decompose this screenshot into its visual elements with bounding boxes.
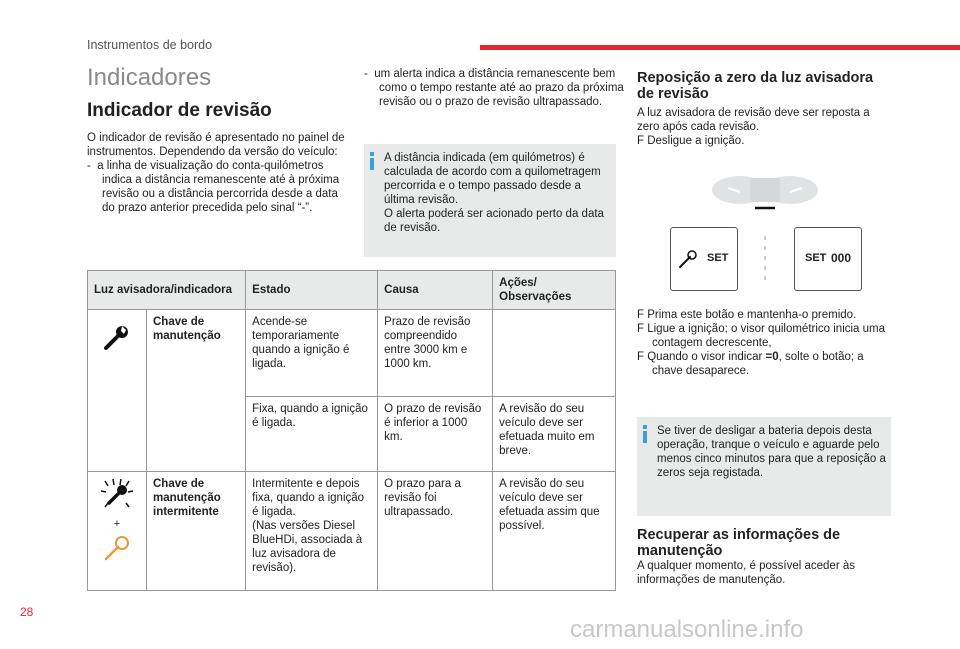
cell-action [493,310,616,397]
section-header: Instrumentos de bordo [87,38,213,52]
table-header-actions: Ações/ Observações [493,271,616,310]
intro-bullet-odometer: - a linha de visualização do conta-quilómetros indica a distância remanescente até à próxima revisão ou a distância percorrida desde a data do prazo anterior precedida pelo sinal “-”. [87,160,340,214]
table-header-row [88,271,616,310]
cell-cause: O prazo para a revisão foi ultrapassado. [378,472,493,591]
page-number: 28 [20,605,34,619]
connector-dashes [762,236,768,286]
light-name-flashing-wrench: Chave de manutenção intermitente [147,472,246,591]
cell-cause: O prazo de revisão é inferior a 1000 km. [378,397,493,472]
warning-light-table [87,270,616,591]
plus-sign: + [113,518,121,530]
info-box-distance-text: A distância indicada (em quilómetros) é calculada de acordo com a quilometragem percorrida e o tempo passado desde a última revisão. O alerta poderá ser acionado perto da data de revisão. [384,152,604,234]
info-icon [370,152,374,170]
page-title: Indicadores [87,64,212,91]
step-bullet: F [637,135,645,147]
odometer-display [794,227,862,291]
set-button[interactable] [670,227,738,291]
flashing-wrench-cell [88,472,147,591]
light-name-wrench: Chave de manutenção [147,310,246,472]
wrench-icon [102,322,132,352]
wrench-cell [88,310,147,472]
info-icon [643,425,647,443]
display-set-label: SET [805,252,827,264]
wrench-icon [677,248,699,270]
cell-cause: Prazo de revisão compreendido entre 3000 km e 1000 km. [378,310,493,397]
cell-state: Fixa, quando a ignição é ligada. [246,397,378,472]
flashing-wrench-icon [97,477,137,511]
table-row [88,310,616,397]
info-box-battery-text: Se tiver de desligar a bateria depois desta operação, tranque o veículo e aguarde pelo menos cinco minutos para que a reposição a zeros seja registada. [657,425,886,479]
reset-text: A luz avisadora de revisão deve ser reposta a zero após cada revisão. [637,107,870,133]
step-bullet: F [637,309,645,321]
display-counter: 000 [831,251,852,265]
reset-block [637,106,889,148]
table-header-state: Estado [246,271,378,310]
intro-bullet-alert: - um alerta indica a distância remanescente bem como o tempo restante até ao prazo da próxima revisão ou o prazo de revisão ultrapassado. [364,68,624,108]
cell-action: A revisão do seu veículo deve ser efetuada muito em breve. [493,397,616,472]
intro-text: O indicador de revisão é apresentado no painel de instrumentos. Dependendo da versão do veículo: [87,132,345,158]
cell-state: Acende-se temporariamente quando a ignição é ligada. [246,310,378,397]
orange-wrench-icon [102,533,132,563]
info-box-battery [637,417,891,516]
table-header-light: Luz avisadora/indicadora [88,271,246,310]
info-box-distance [364,144,616,257]
step-ignition-off: F Desligue a ignição. [637,135,745,147]
step-release: F Quando o visor indicar =0, solte o botão; a chave desaparece. [637,351,864,377]
recover-title: Recuperar as informações de manutenção [637,527,841,559]
table-row [88,472,616,591]
cell-action: A revisão do seu veículo deve ser efetuada assim que possível. [493,472,616,591]
section-title: Indicador de revisão [87,100,272,121]
step-bullet: F [637,351,645,363]
cell-state: Intermitente e depois fixa, quando a ignição é ligada. (Nas versões Diesel BlueHDi, associada à luz avisadora de revisão). [246,472,378,591]
step-bullet: F [637,323,645,335]
reset-steps [637,308,889,378]
intro-block [87,131,347,215]
table-header-cause: Causa [378,271,493,310]
watermark: carmanualsonline.info [570,616,804,643]
header-accent-bar [480,45,960,50]
set-button-label: SET [707,252,729,264]
recover-text: A qualquer momento, é possível aceder às informações de manutenção. [637,560,855,586]
instrument-cluster-icon [710,172,820,212]
step-ignition-on: F Ligue a ignição; o visor quilométrico inicia uma contagem decrescente, [637,323,886,349]
reset-title: Reposição a zero da luz avisadora de revisão [637,70,874,102]
step-press-button: F Prima este botão e mantenha-o premido. [637,309,857,321]
